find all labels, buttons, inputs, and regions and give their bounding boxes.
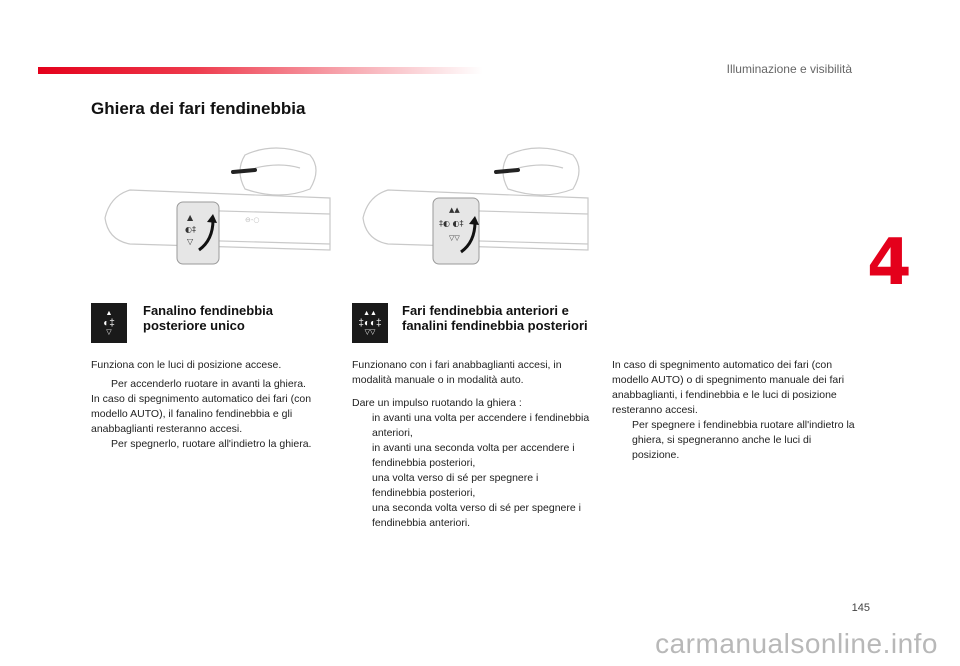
svg-text:⊖-○: ⊖-○ xyxy=(245,216,260,224)
right-column xyxy=(612,358,857,463)
list-item: Per spegnere i fendinebbia ruotare all'indietro la ghiera, si spegneranno anche le luci di posizione. xyxy=(632,419,855,461)
middle-steps xyxy=(352,396,592,531)
svg-text:◐‡: ◐‡ xyxy=(185,225,196,234)
list-item: in avanti una seconda volta per accendere i fendinebbia posteriori, xyxy=(372,442,575,469)
steps-intro: Dare un impulso ruotando la ghiera : xyxy=(352,397,522,409)
left-auto-note: In caso di spegnimento automatico dei fari (con modello AUTO), il fanalino fendinebbia e gli anabbaglianti resteranno accesi. xyxy=(91,393,312,435)
stalk-illustration-front-rear-fog xyxy=(353,140,593,275)
svg-text:▲▲: ▲▲ xyxy=(449,206,460,214)
list-item: in avanti una volta per accendere i fendinebbia anteriori, xyxy=(372,412,590,439)
rear-fog-lamp-icon: ▲ ◐‡ ▽ xyxy=(91,303,127,343)
svg-text:▽▽: ▽▽ xyxy=(449,234,460,242)
list-item: una seconda volta verso di sé per spegnere i fendinebbia anteriori. xyxy=(372,502,581,529)
left-intro: Funziona con le luci di posizione accese. xyxy=(91,359,282,371)
page-title: Ghiera dei fari fendinebbia xyxy=(91,99,306,118)
page-number: 145 xyxy=(851,602,870,614)
stalk-illustration-rear-fog xyxy=(95,140,335,275)
heading-rear-fog-single: Fanalino fendinebbia posteriore unico xyxy=(143,303,274,333)
right-auto-note: In caso di spegnimento automatico dei fari (con modello AUTO) o di spegnimento manuale dei fari anabbaglianti, i fendinebbia e le luci di posizione resteranno accesi. xyxy=(612,359,845,416)
left-instructions xyxy=(91,377,336,452)
middle-intro: Funzionano con i fari anabbaglianti accesi, in modalità manuale o in modalità auto. xyxy=(352,359,562,386)
watermark: carmanualsonline.info xyxy=(655,628,938,659)
svg-text:‡◐ ◐‡: ‡◐ ◐‡ xyxy=(439,219,464,228)
section-title: Illuminazione e visibilità xyxy=(726,62,852,76)
list-item: Per spegnerlo, ruotare all'indietro la ghiera. xyxy=(111,438,312,450)
header-accent-bar xyxy=(38,67,483,74)
front-rear-fog-lamp-icon: ▲▲ ‡◐◐‡ ▽▽ xyxy=(352,303,388,343)
svg-text:▲: ▲ xyxy=(187,213,194,222)
list-item: una volta verso di sé per spegnere i fendinebbia posteriori, xyxy=(372,472,539,499)
chapter-number: 4 xyxy=(867,226,912,300)
list-item: Per accenderlo ruotare in avanti la ghiera. xyxy=(111,378,306,390)
svg-text:▽: ▽ xyxy=(187,237,194,246)
heading-front-rear-fog: Fari fendinebbia anteriori e fanalini fendinebbia posteriori xyxy=(402,303,588,333)
